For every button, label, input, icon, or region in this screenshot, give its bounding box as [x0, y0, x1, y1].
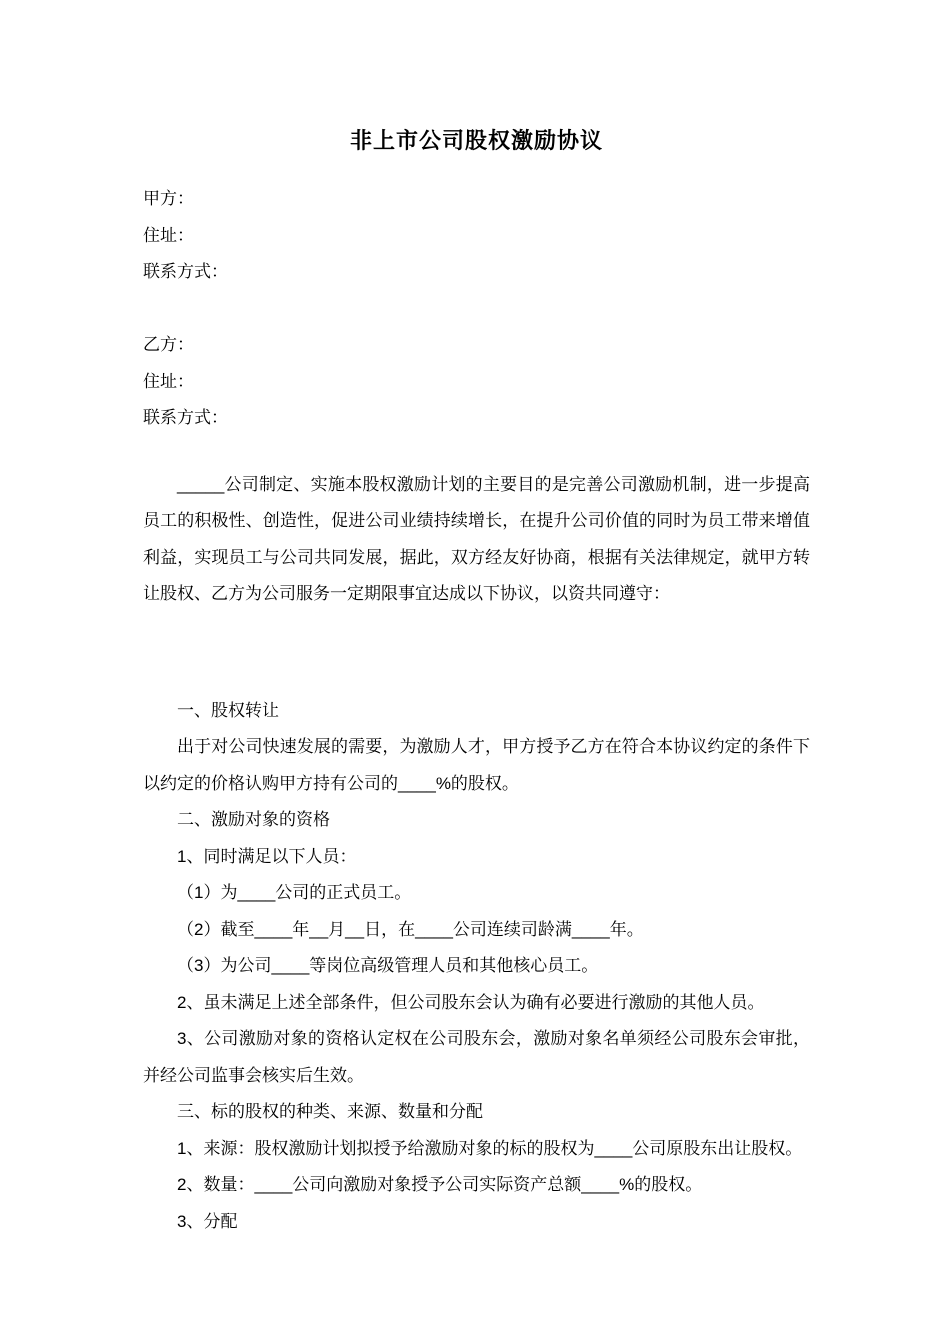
blank-line [143, 613, 810, 693]
section-paragraph: （3）为公司____等岗位高级管理人员和其他核心员工。 [177, 956, 599, 975]
party-a-name-label: 甲方： [143, 189, 194, 208]
section-paragraph: 3、公司激励对象的资格认定权在公司股东会，激励对象名单须经公司股东会审批，并经公司监事会核实后生效。 [143, 1029, 810, 1085]
section-paragraph: （2）截至____年__月__日，在____公司连续司龄满____年。 [177, 919, 644, 939]
section-paragraph: 2、数量：____公司向激励对象授予公司实际资产总额____%的股权。 [177, 1175, 703, 1194]
section-paragraph: 2、虽未满足上述全部条件，但公司股东会认为确有必要进行激励的其他人员。 [177, 992, 765, 1012]
section-paragraph: 出于对公司快速发展的需要，为激励人才，甲方授予乙方在符合本协议约定的条件下以约定的价格认购甲方持有公司的____%的股权。 [143, 737, 810, 793]
section-heading: 二、激励对象的资格 [177, 810, 330, 829]
section-paragraph: 3、分配 [177, 1211, 238, 1231]
section-paragraph: （1）为____公司的正式员工。 [177, 883, 412, 902]
blank-line [143, 437, 810, 467]
document-title: 非上市公司股权激励协议 [349, 128, 603, 153]
party-a-contact-label: 联系方式： [143, 262, 228, 281]
party-b-name-label: 乙方： [143, 335, 194, 354]
party-b-block [143, 327, 810, 437]
section-heading: 三、标的股权的种类、来源、数量和分配 [177, 1102, 483, 1121]
party-a-block [143, 181, 810, 291]
blank-line [143, 291, 810, 328]
party-b-address-label: 住址： [143, 371, 194, 391]
party-a-address-label: 住址： [143, 225, 194, 245]
section-paragraph: 1、来源：股权激励计划拟授予给激励对象的标的股权为____公司原股东出让股权。 [177, 1138, 803, 1158]
preamble-paragraph: _____公司制定、实施本股权激励计划的主要目的是完善公司激励机制，进一步提高员工的积极性、创造性，促进公司业绩持续增长，在提升公司价值的同时为员工带来增值利益，实现员工与公司共同发展，据此，双方经友好协商，根据有关法律规定，就甲方转让股权、乙方为公司服务一定期限事宜达成以下协议，以资共同遵守： [143, 474, 810, 603]
party-b-contact-label: 联系方式： [143, 408, 228, 427]
document-sections [143, 693, 810, 1241]
section-heading: 一、股权转让 [177, 700, 279, 720]
section-paragraph: 1、同时满足以下人员： [177, 846, 357, 866]
